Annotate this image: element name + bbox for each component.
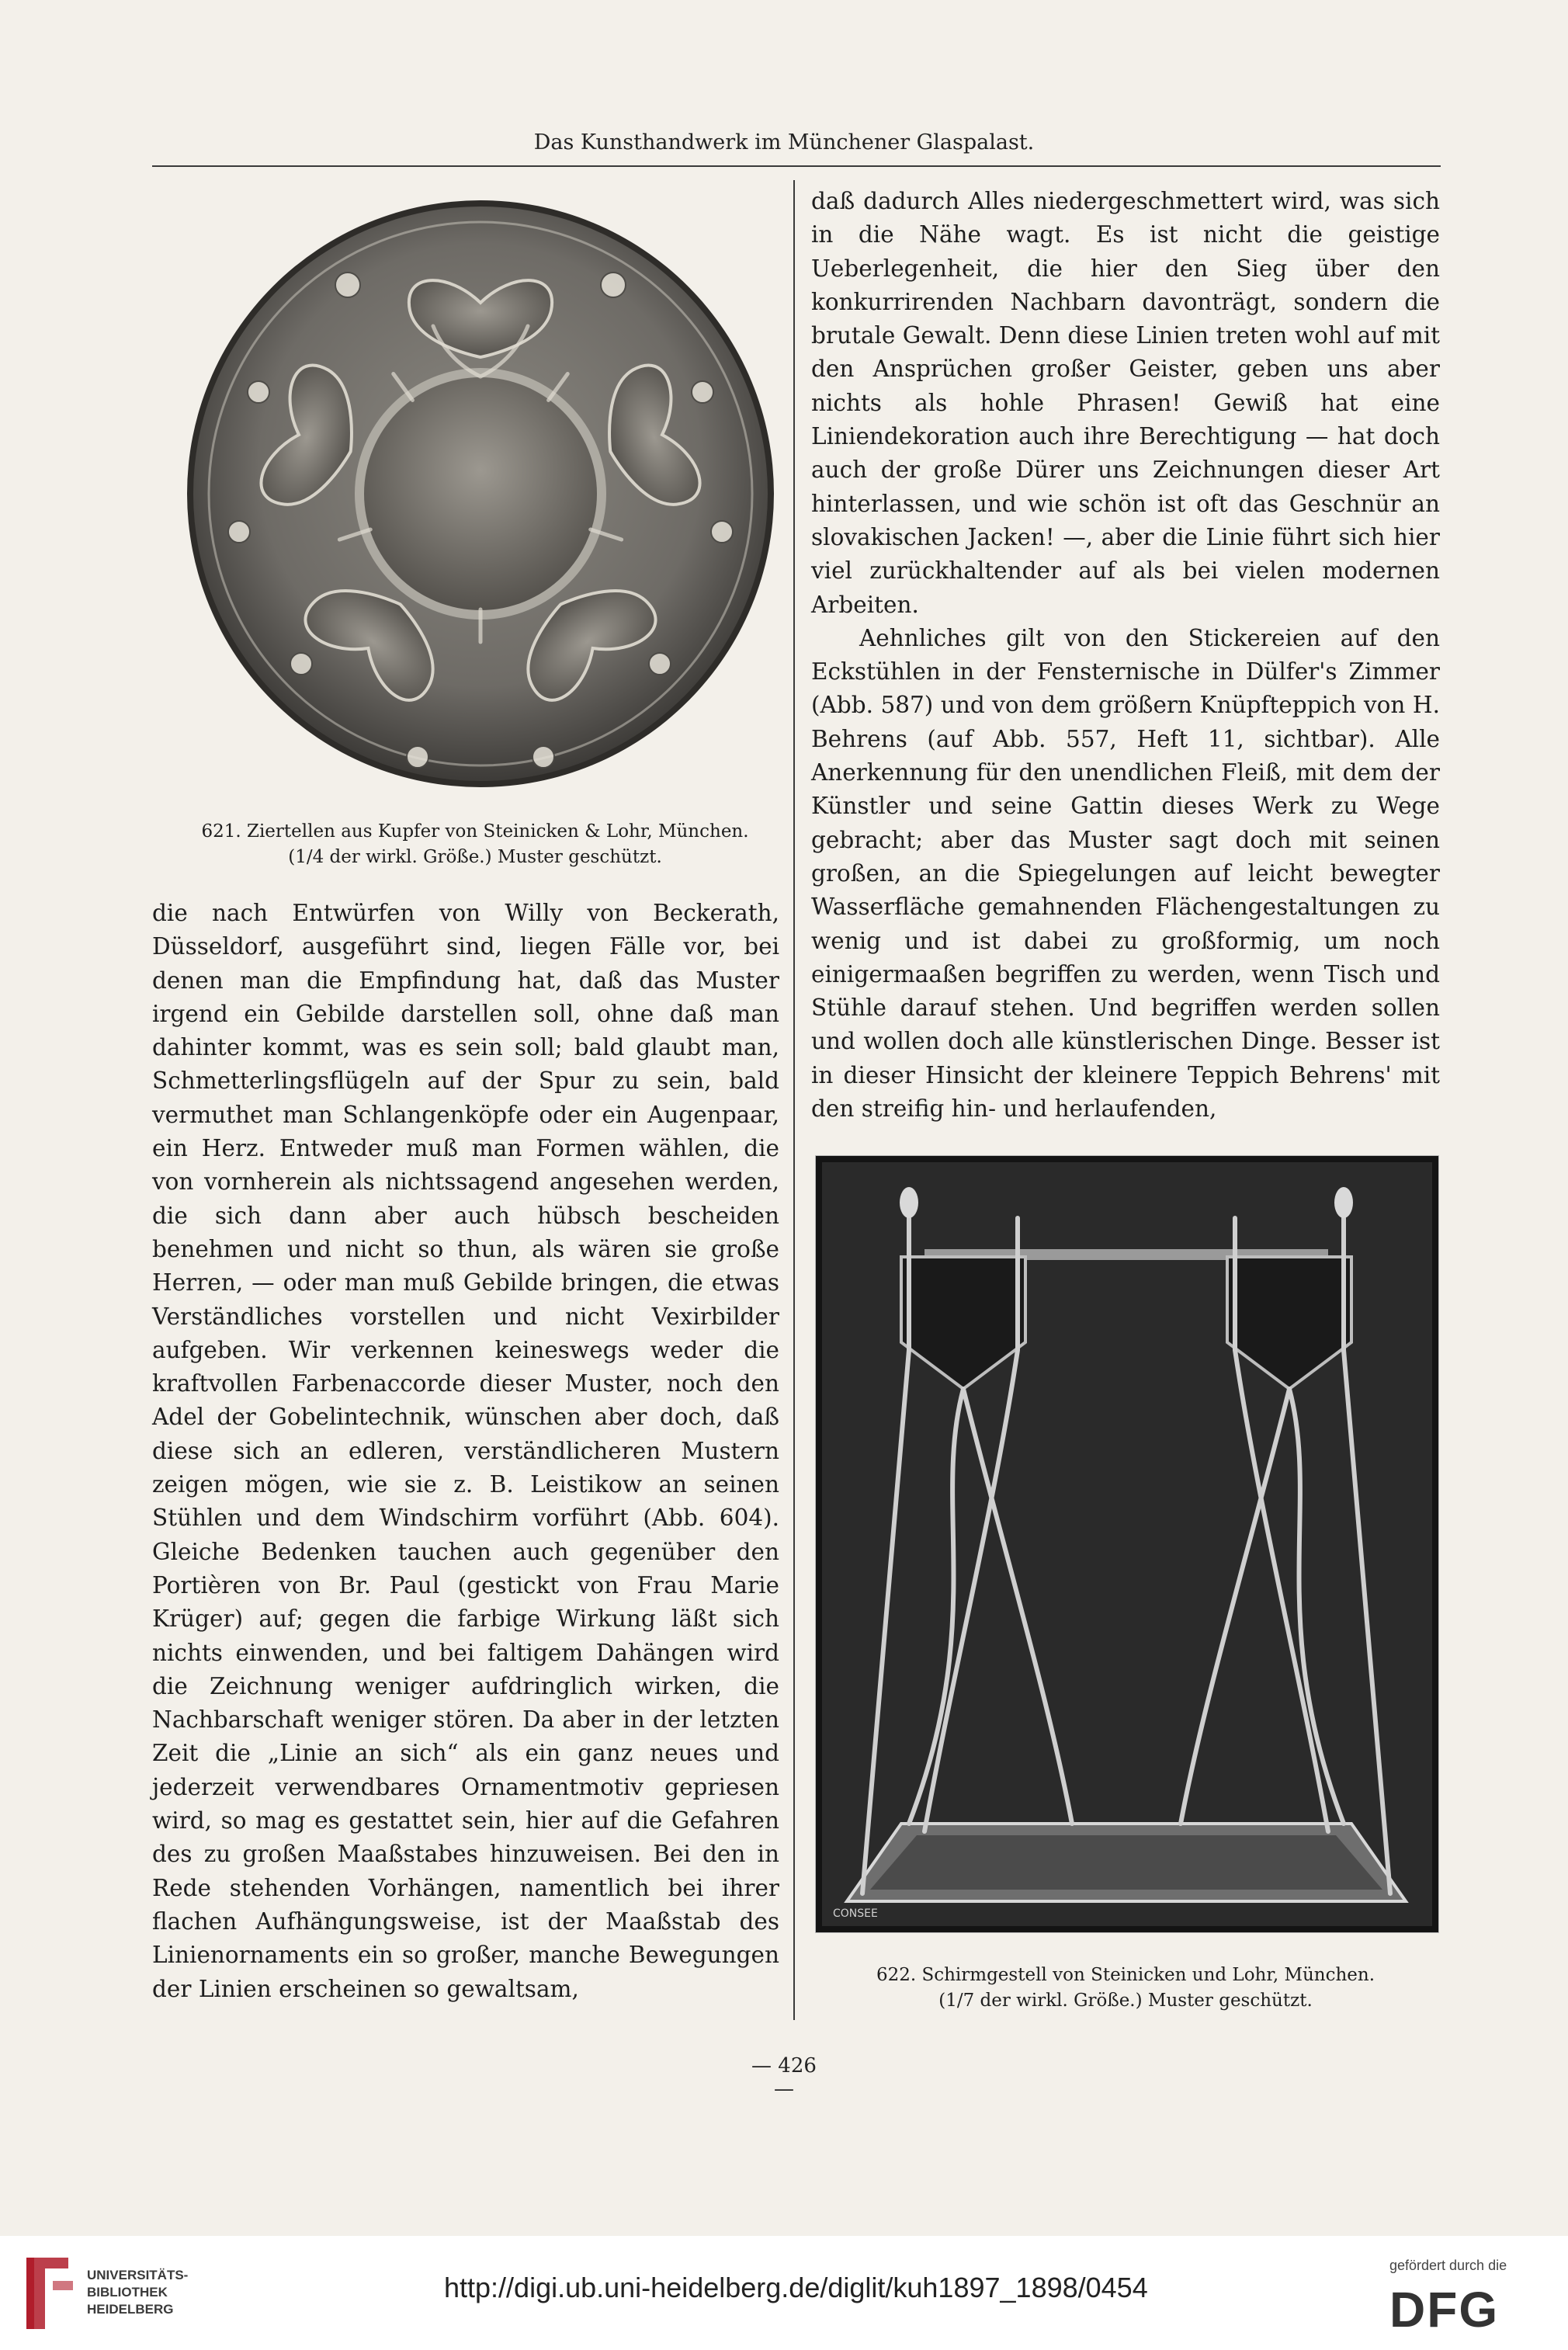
- photo-credit: CONSEE: [833, 1907, 878, 1920]
- right-column-text: [811, 185, 1440, 1126]
- dfg-logo: DFG: [1389, 2282, 1500, 2338]
- figure-622-caption-line2: (1/7 der wirkl. Größe.) Muster geschützt.: [938, 1991, 1313, 2011]
- header-rule: [152, 165, 1441, 167]
- funding-note: gefördert durch die: [1389, 2258, 1507, 2273]
- library-name-line1: UNIVERSITÄTS-: [87, 2268, 189, 2282]
- decorative-plate-figure: [185, 198, 776, 790]
- umbrella-stand-illustration: [816, 1156, 1438, 1932]
- page-number: — 426 —: [751, 2054, 817, 2101]
- left-column-text: [152, 897, 779, 2006]
- column-divider: [793, 180, 795, 2020]
- umbrella-stand-photo: [815, 1155, 1439, 1933]
- right-column-paragraph-2: Aehnliches gilt von den Stickereien auf den Eckstühlen in der Fensternische in Dülfer's Zimmer (Abb. 587) und von dem größern Knüpfteppich von H. Behrens (auf Abb. 557, Heft 11, sichtbar). Alle Anerkennung für den unendlichen Fleiß, mit dem der Künstler und seine Gattin dieses Werk zu Wege gebracht; aber das Muster sagt doch mit seinen großen, an die Spiegelungen auf leicht bewegter Wasserfläche gemahnenden Flächengestaltungen zu wenig und ist dabei zu großformig, um noch einigermaaßen begriffen zu werden, wenn Tisch und Stühle darauf stehen. Und begriffen werden sollen und wollen doch alle künstlerischen Dinge. Besser ist in dieser Hinsicht der kleinere Teppich Behrens' mit den streifig hin- und herlaufenden,: [811, 624, 1440, 1123]
- left-column-paragraph: die nach Entwürfen von Willy von Beckerath, Düsseldorf, ausgeführt sind, liegen Fälle vor, bei denen man die Empfindung hat, daß das Muster irgend ein Gebilde darstellen soll, ohne daß man dahinter kommt, was es sein soll; bald glaubt man, Schmetterlingsflügeln auf der Spur zu sein, bald vermuthet man Schlangenköpfe oder ein Augenpaar, ein Herz. Entweder muß man Formen wählen, die von vornherein als nichtssagend angesehen werden, die sich dann aber auch hübsch bescheiden benehmen und nicht so thun, als wären sie große Herren, — oder man muß Gebilde bringen, die etwas Verständliches vorstellen und nicht Vexirbilder aufgeben. Wir verkennen keineswegs weder die kraftvollen Farbenaccorde dieser Muster, noch den Adel der Gobelintechnik, wünschen aber doch, daß diese sich an edleren, verständlicheren Mustern zeigen mögen, wie sie z. B. Leistikow an seinen Stühlen und dem Windschirm vorführt (Abb. 604). Gleiche Bedenken tauchen auch gegenüber den Portièren von Br. Paul (gestickt von Frau Marie Krüger) auf; gegen die farbige Wirkung läßt sich nichts einwenden, und bei faltigem Dahängen wird die Zeichnung weniger aufdringlich wirken, die Nachbarschaft weniger stören. Da aber in der letzten Zeit die „Linie an sich“ als ein ganz neues und jederzeit verwendbares Ornamentmotiv gepriesen wird, so mag es gestattet sein, hier auf die Gefahren des zu großen Maaßstabes hinzuweisen. Bei den in Rede stehenden Vorhängen, namentlich bei ihrer flachen Aufhängungsweise, ist der Maaßstab des Linienornaments ein so großer, manche Bewegungen der Linien erscheinen so gewaltsam,: [152, 900, 779, 2002]
- library-name: [87, 2267, 188, 2318]
- figure-621-caption-line2: (1/4 der wirkl. Größe.) Muster geschützt.: [288, 847, 662, 867]
- figure-621-caption: [152, 819, 798, 870]
- university-library-logo-icon: [22, 2250, 78, 2335]
- figure-621-caption-line1: 621. Ziertellen aus Kupfer von Steinicken & Lohr, München.: [201, 821, 749, 842]
- figure-622-caption-line1: 622. Schirmgestell von Steinicken und Lohr, München.: [876, 1965, 1375, 1985]
- library-name-line3: HEIDELBERG: [87, 2302, 174, 2317]
- right-column-paragraph-1: daß dadurch Alles niedergeschmettert wird, was sich in die Nähe wagt. Es ist nicht die geistige Ueberlegenheit, die hier den Sieg über den konkurrirenden Nachbarn davonträgt, sondern die brutale Gewalt. Denn diese Linien treten wohl auf mit den Ansprüchen großer Geister, geben uns aber nichts als hohle Phrasen! Gewiß hat eine Liniendekoration auch ihre Berechtigung — hat doch auch der große Dürer uns Zeichnungen dieser Art hinterlassen, und wie schön ist oft das Geschnür an slovakischen Jacken! —, aber die Linie führt sich hier viel zurückhaltender auf als bei vielen modernen Arbeiten.: [811, 188, 1440, 618]
- running-head: Das Kunsthandwerk im Münchener Glaspalast.: [533, 130, 1035, 154]
- source-url-link[interactable]: http://digi.ub.uni-heidelberg.de/diglit/kuh1897_1898/0454: [444, 2272, 1148, 2303]
- library-name-line2: BIBLIOTHEK: [87, 2285, 168, 2300]
- digitization-footer: [0, 2236, 1568, 2350]
- figure-622-caption: [811, 1963, 1440, 2014]
